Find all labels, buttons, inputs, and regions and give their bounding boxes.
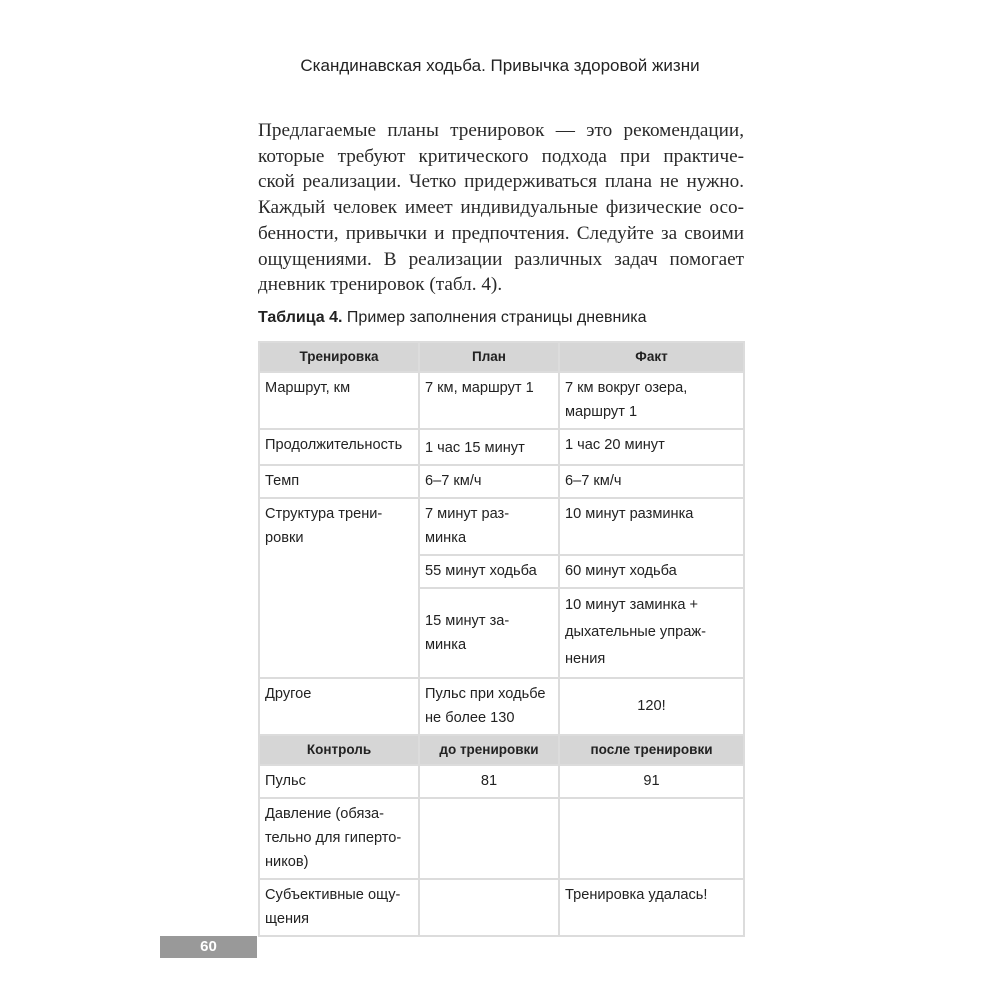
before-cell xyxy=(419,879,559,936)
plan-cell: 15 минут за-минка xyxy=(419,588,559,678)
plan-cell: 1 час 15 минут xyxy=(419,429,559,465)
after-cell xyxy=(559,798,744,879)
table-row xyxy=(259,372,744,429)
table-row xyxy=(259,498,744,555)
body-line: бенности, привычки и предпочтения. Следуйте за своими xyxy=(258,222,744,244)
table-subheader-row xyxy=(259,735,744,765)
body-paragraph xyxy=(258,118,744,298)
table-header-row xyxy=(259,342,744,372)
table-caption-label: Таблица 4. xyxy=(258,309,343,326)
page-number: 60 xyxy=(160,936,257,958)
training-diary-table xyxy=(258,341,745,937)
table-row xyxy=(259,429,744,465)
body-line: ской реализации. Четко придерживаться плана не нужно. xyxy=(258,171,744,193)
table-row xyxy=(259,765,744,798)
header-cell: Тренировка xyxy=(259,342,419,372)
after-cell: 91 xyxy=(559,765,744,798)
body-line: Предлагаемые планы тренировок — это рекомендации, xyxy=(258,120,744,141)
fact-cell: 10 минут заминка + дыхательные упраж-нения xyxy=(559,588,744,678)
fact-cell: 120! xyxy=(559,678,744,735)
plan-cell: 6–7 км/ч xyxy=(419,465,559,498)
fact-cell: 60 минут ходьба xyxy=(559,555,744,588)
body-line: ощущениями. В реализации различных задач помогает xyxy=(258,248,744,270)
plan-cell: 7 минут раз-минка xyxy=(419,498,559,555)
fact-cell: 1 час 20 минут xyxy=(559,429,744,465)
row-label: Субъективные ощу-щения xyxy=(259,879,419,936)
table-row xyxy=(259,879,744,936)
row-label: Пульс xyxy=(259,765,419,798)
table-caption xyxy=(258,309,647,327)
row-label: Давление (обяза-тельно для гиперто-ников) xyxy=(259,798,419,879)
fact-cell: 6–7 км/ч xyxy=(559,465,744,498)
header-cell: Контроль xyxy=(259,735,419,765)
header-cell: до тренировки xyxy=(419,735,559,765)
row-label: Маршрут, км xyxy=(259,372,419,429)
fact-cell: 7 км вокруг озера, маршрут 1 xyxy=(559,372,744,429)
before-cell xyxy=(419,798,559,879)
body-line: Каждый человек имеет индивидуальные физические осо- xyxy=(258,197,744,219)
table-row xyxy=(259,798,744,879)
plan-cell: 55 минут ходьба xyxy=(419,555,559,588)
header-cell: План xyxy=(419,342,559,372)
before-cell: 81 xyxy=(419,765,559,798)
row-label: Структура трени-ровки xyxy=(259,498,419,678)
after-cell: Тренировка удалась! xyxy=(559,879,744,936)
plan-cell: Пульс при ходьбе не более 130 xyxy=(419,678,559,735)
table-caption-text: Пример заполнения страницы дневника xyxy=(342,309,647,326)
fact-cell: 10 минут разминка xyxy=(559,498,744,555)
header-cell: после тренировки xyxy=(559,735,744,765)
table-row xyxy=(259,465,744,498)
body-line: дневник тренировок (табл. 4). xyxy=(258,274,503,296)
table-row xyxy=(259,678,744,735)
plan-cell: 7 км, маршрут 1 xyxy=(419,372,559,429)
body-line: которые требуют критического подхода при практиче- xyxy=(258,145,744,167)
row-label: Темп xyxy=(259,465,419,498)
running-head: Скандинавская ходьба. Привычка здоровой жизни xyxy=(300,56,700,75)
header-cell: Факт xyxy=(559,342,744,372)
row-label: Другое xyxy=(259,678,419,735)
row-label: Продолжительность xyxy=(259,429,419,465)
